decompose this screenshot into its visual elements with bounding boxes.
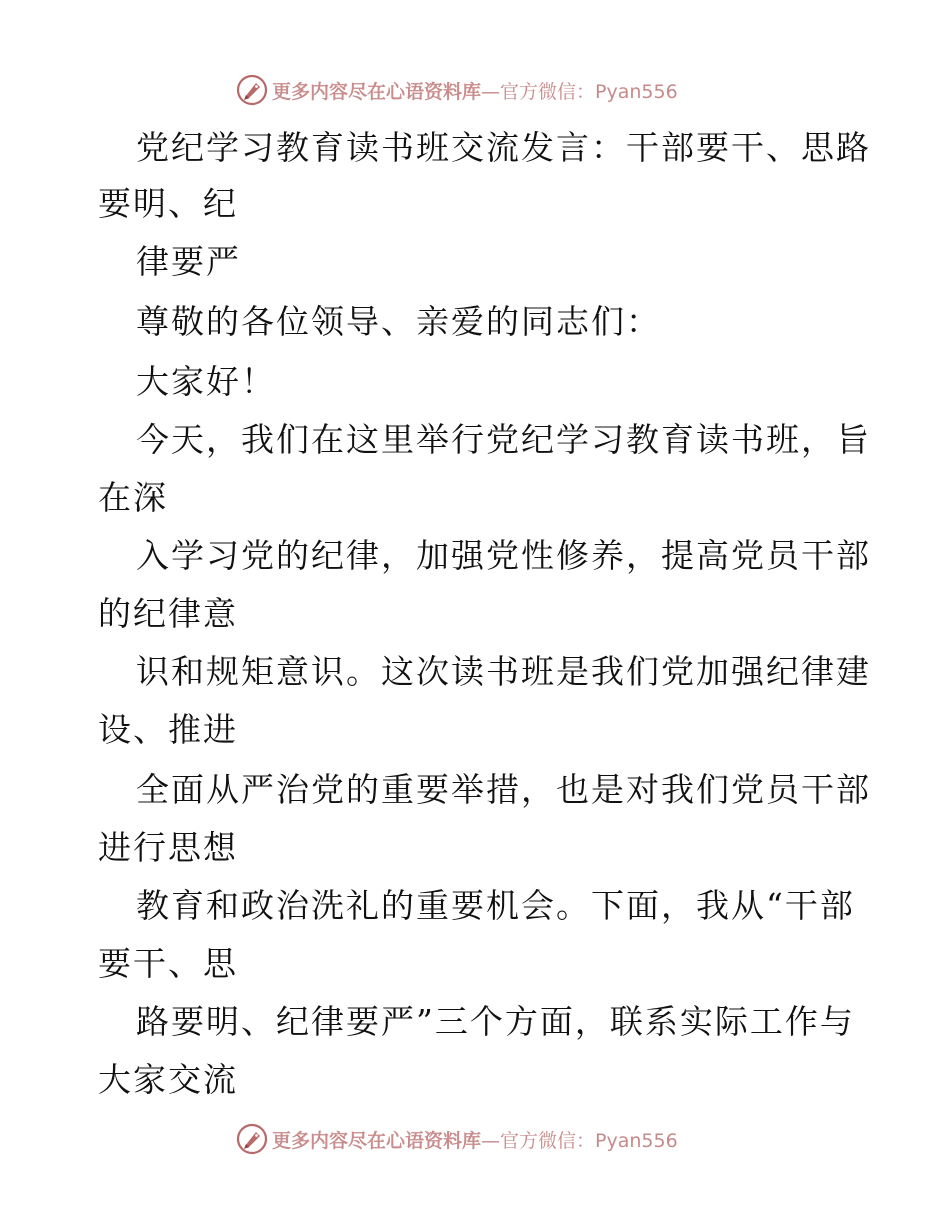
header-watermark xyxy=(236,73,678,107)
paragraph-line: 今天，我们在这里举行党纪学习教育读书班，旨 xyxy=(136,420,871,459)
paragraph-line: 要干、思 xyxy=(98,944,238,983)
paragraph-line: 教育和政治洗礼的重要机会。下面，我从“干部 xyxy=(136,886,855,925)
pen-nib-logo-icon xyxy=(236,74,268,106)
greeting: 大家好！ xyxy=(136,362,276,401)
footer-watermark-text: 更多内容尽在心语资料库—官方微信：Pyan556 xyxy=(272,1129,678,1152)
paragraph-line: 在深 xyxy=(98,478,168,517)
pen-nib-logo-icon xyxy=(236,1123,268,1155)
paragraph-line: 的纪律意 xyxy=(98,594,238,633)
title-line-2: 要明、纪 xyxy=(98,184,238,223)
paragraph-line: 进行思想 xyxy=(98,828,238,867)
paragraph-line: 设、推进 xyxy=(98,710,238,749)
paragraph-line: 大家交流 xyxy=(98,1060,238,1099)
header-watermark-text: 更多内容尽在心语资料库—官方微信：Pyan556 xyxy=(272,80,678,103)
paragraph-line: 识和规矩意识。这次读书班是我们党加强纪律建 xyxy=(136,652,871,691)
title-line-1: 党纪学习教育读书班交流发言：干部要干、思路 xyxy=(136,128,871,167)
paragraph-line: 入学习党的纪律，加强党性修养，提高党员干部 xyxy=(136,536,871,575)
paragraph-line: 路要明、纪律要严”三个方面，联系实际工作与 xyxy=(136,1002,855,1041)
footer-watermark xyxy=(236,1122,678,1156)
paragraph-line: 全面从严治党的重要举措，也是对我们党员干部 xyxy=(136,770,871,809)
title-line-3: 律要严 xyxy=(136,242,241,281)
salutation: 尊敬的各位领导、亲爱的同志们： xyxy=(136,302,661,341)
